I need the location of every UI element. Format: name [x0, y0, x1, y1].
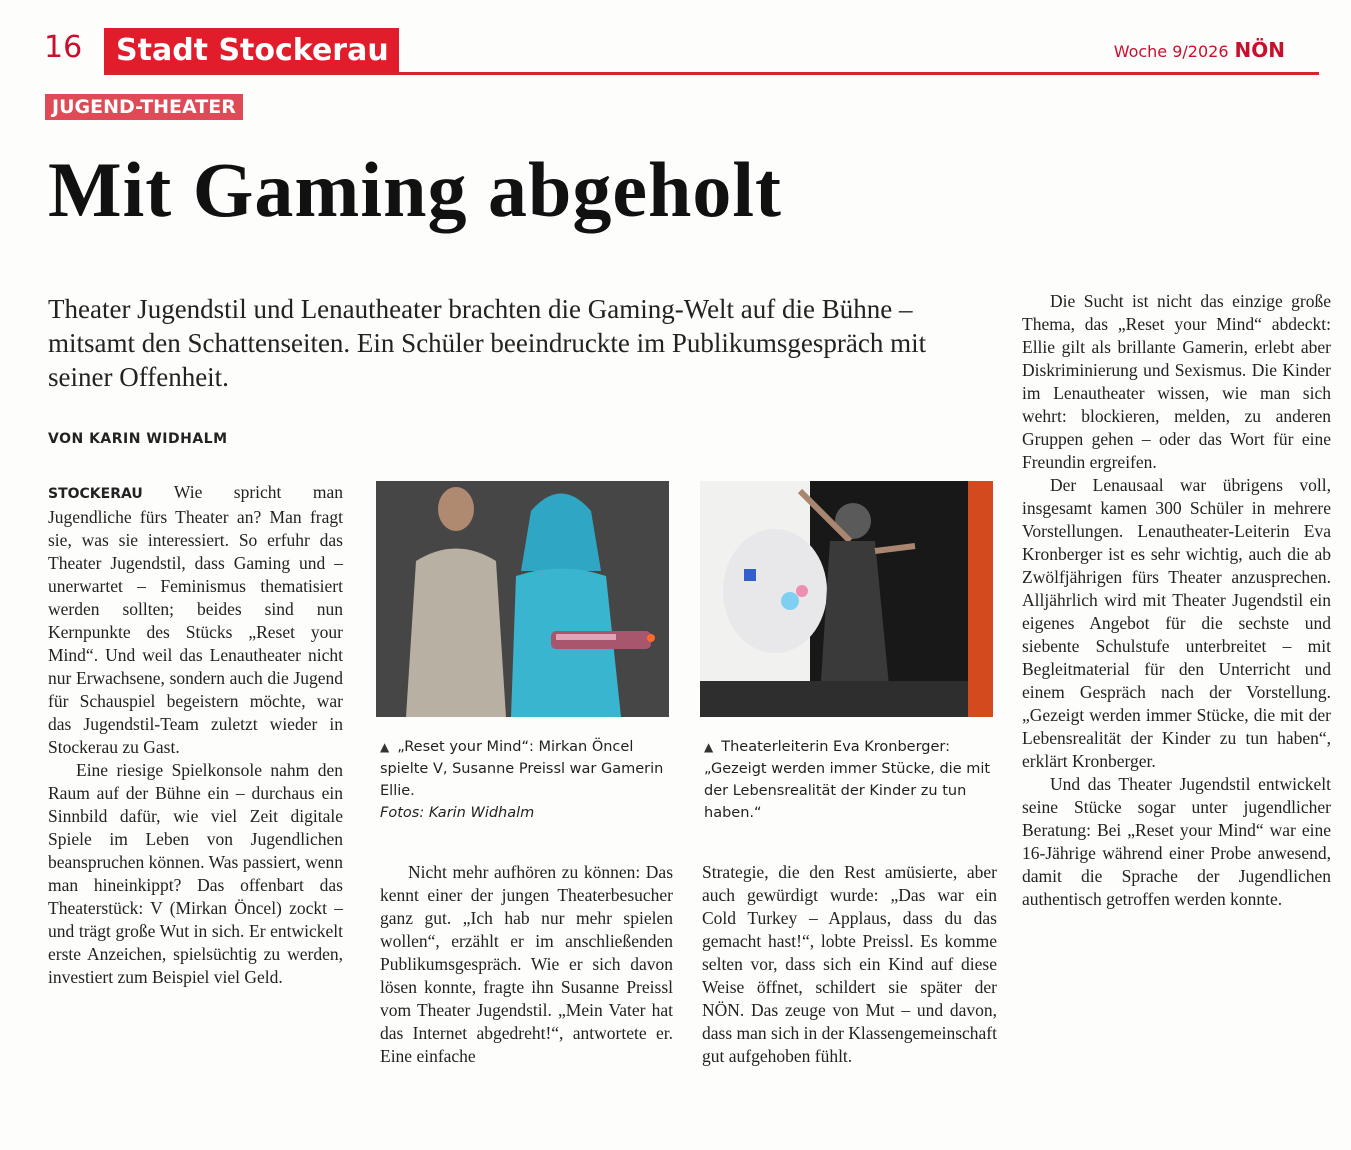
caption-triangle-icon: ▲ — [380, 740, 390, 754]
photo-director-image — [700, 481, 993, 717]
brand-logo: NÖN — [1234, 38, 1285, 62]
paragraph: Die Sucht ist nicht das einzige große Thema, das „Reset your Mind“ abdeckt: Ellie gilt als brillante Gamerin, erlebt aber Diskriminierung und Sexismus. Die Kinder im Lenautheater wissen, wie man sich wehrt: blockieren, melden, zu anderen Gruppen gehen – oder das Wort für eine Freundin ergreifen. — [1022, 291, 1331, 472]
caption-text: „Reset your Mind“: Mirkan Öncel spielte V, Susanne Preissl war Gamerin Ellie. — [380, 739, 664, 799]
lead-paragraph: Theater Jugendstil und Lenautheater brachten die Gaming-Welt auf die Bühne – mitsamt den Schattenseiten. Ein Schüler beeindruckte im Publikumsgespräch mit seiner Offenheit. — [48, 294, 927, 392]
kicker-tag: JUGEND-THEATER — [45, 94, 243, 120]
week-label: Woche 9/2026 — [1113, 42, 1229, 61]
article-column-3 — [702, 861, 997, 1068]
photo-director — [700, 481, 993, 717]
paragraph: Eine riesige Spielkonsole nahm den Raum auf der Bühne ein – durchaus ein Sinnbild dafür, wie viel Zeit digitale Spiele im Leben von Jugendlichen beanspruchen können. Was passiert, wenn man hineinkippt? Das offenbart das Theaterstück: V (Mirkan Öncel) zockt – und trägt große Wut in sich. Er entwickelt erste Anzeichen, spielsüchtig zu werden, investiert zum Beispiel viel Geld. — [48, 760, 343, 987]
photo-actors — [376, 481, 669, 717]
paragraph: Der Lenausaal war übrigens voll, insgesamt kamen 300 Schüler in mehrere Vorstellungen. Lenautheater-Leiterin Eva Kronberger ist es sehr wichtig, auch die ab Zwölfjährigen fürs Theater anzusprechen. Alljährlich wird mit Theater Jugendstil ein eigenes Angebot für die sechste und siebente Schulstufe unterbreitet – mit Begleitmaterial für den Unterricht und einem Gespräch nach der Vorstellung. „Gezeigt werden immer Stücke, die mit der Lebensrealität der Kinder zu tun haben“, erklärt Kronberger. — [1022, 475, 1331, 771]
issue-info — [1114, 38, 1285, 62]
article-column-1 — [48, 481, 343, 989]
header-rule — [104, 72, 1319, 75]
section-title: Stadt Stockerau — [104, 28, 399, 74]
dateline: STOCKERAU — [48, 486, 143, 502]
page-number: 16 — [44, 30, 83, 65]
paragraph: Und das Theater Jugendstil entwickelt seine Stücke sogar unter jugendlicher Beratung: Bei „Reset your Mind“ war eine 16-Jährige während einer Probe anwesend, damit die Sprache der Jugendlichen authentisch getroffen werden konnte. — [1022, 774, 1331, 909]
caption-triangle-icon: ▲ — [704, 740, 714, 754]
photo-caption-1 — [380, 736, 680, 824]
paragraph — [48, 481, 343, 759]
caption-text: Theaterleiterin Eva Kronberger: „Gezeigt werden immer Stücke, die mit der Lebensrealität der Kinder zu tun haben.“ — [704, 739, 991, 821]
paragraph: Strategie, die den Rest amüsierte, aber auch gewürdigt wurde: „Das war ein Cold Turkey – Applaus, dass du das gemacht hast!“, lobte Preissl. Es komme selten vor, dass sich ein Kind auf diese Weise öffnet, schildert sie später der NÖN. Das zeuge von Mut – und davon, dass man sich in der Klassengemeinschaft gut aufgehoben fühlt. — [702, 862, 997, 1066]
photo-credit: Fotos: Karin Widhalm — [380, 805, 535, 821]
paragraph-text: Wie spricht man Jugendliche fürs Theater an? Man fragt sie, was sie interessiert. So erfuhr das Theater Jugendstil, dass Gaming und – unerwartet – Feminismus thematisiert werden sollten; beides sind nun Kernpunkte des Stücks „Reset your Mind“. Und weil das Lenautheater nicht nur Erwachsene, sondern auch die Jugend für Schauspiel begeistern möchte, war das Jugendstil-Team zuletzt wieder in Stockerau zu Gast. — [48, 482, 343, 757]
headline: Mit Gaming abgeholt — [48, 146, 782, 233]
paragraph: Nicht mehr aufhören zu können: Das kennt einer der jungen Theaterbesucher ganz gut. „Ich hab nur mehr spielen wollen“, erzählt er im anschließenden Publikumsgespräch. Wie er sich davon lösen konnte, fragte ihn Susanne Preissl vom Theater Jugendstil. „Mein Vater hat das Internet abgedreht!“, antwortete er. Eine einfache — [380, 862, 673, 1066]
byline: VON KARIN WIDHALM — [48, 431, 228, 447]
photo-actors-image — [376, 481, 669, 717]
article-column-2 — [380, 861, 673, 1068]
article-column-4 — [1022, 290, 1331, 911]
photo-caption-2 — [704, 736, 1004, 824]
